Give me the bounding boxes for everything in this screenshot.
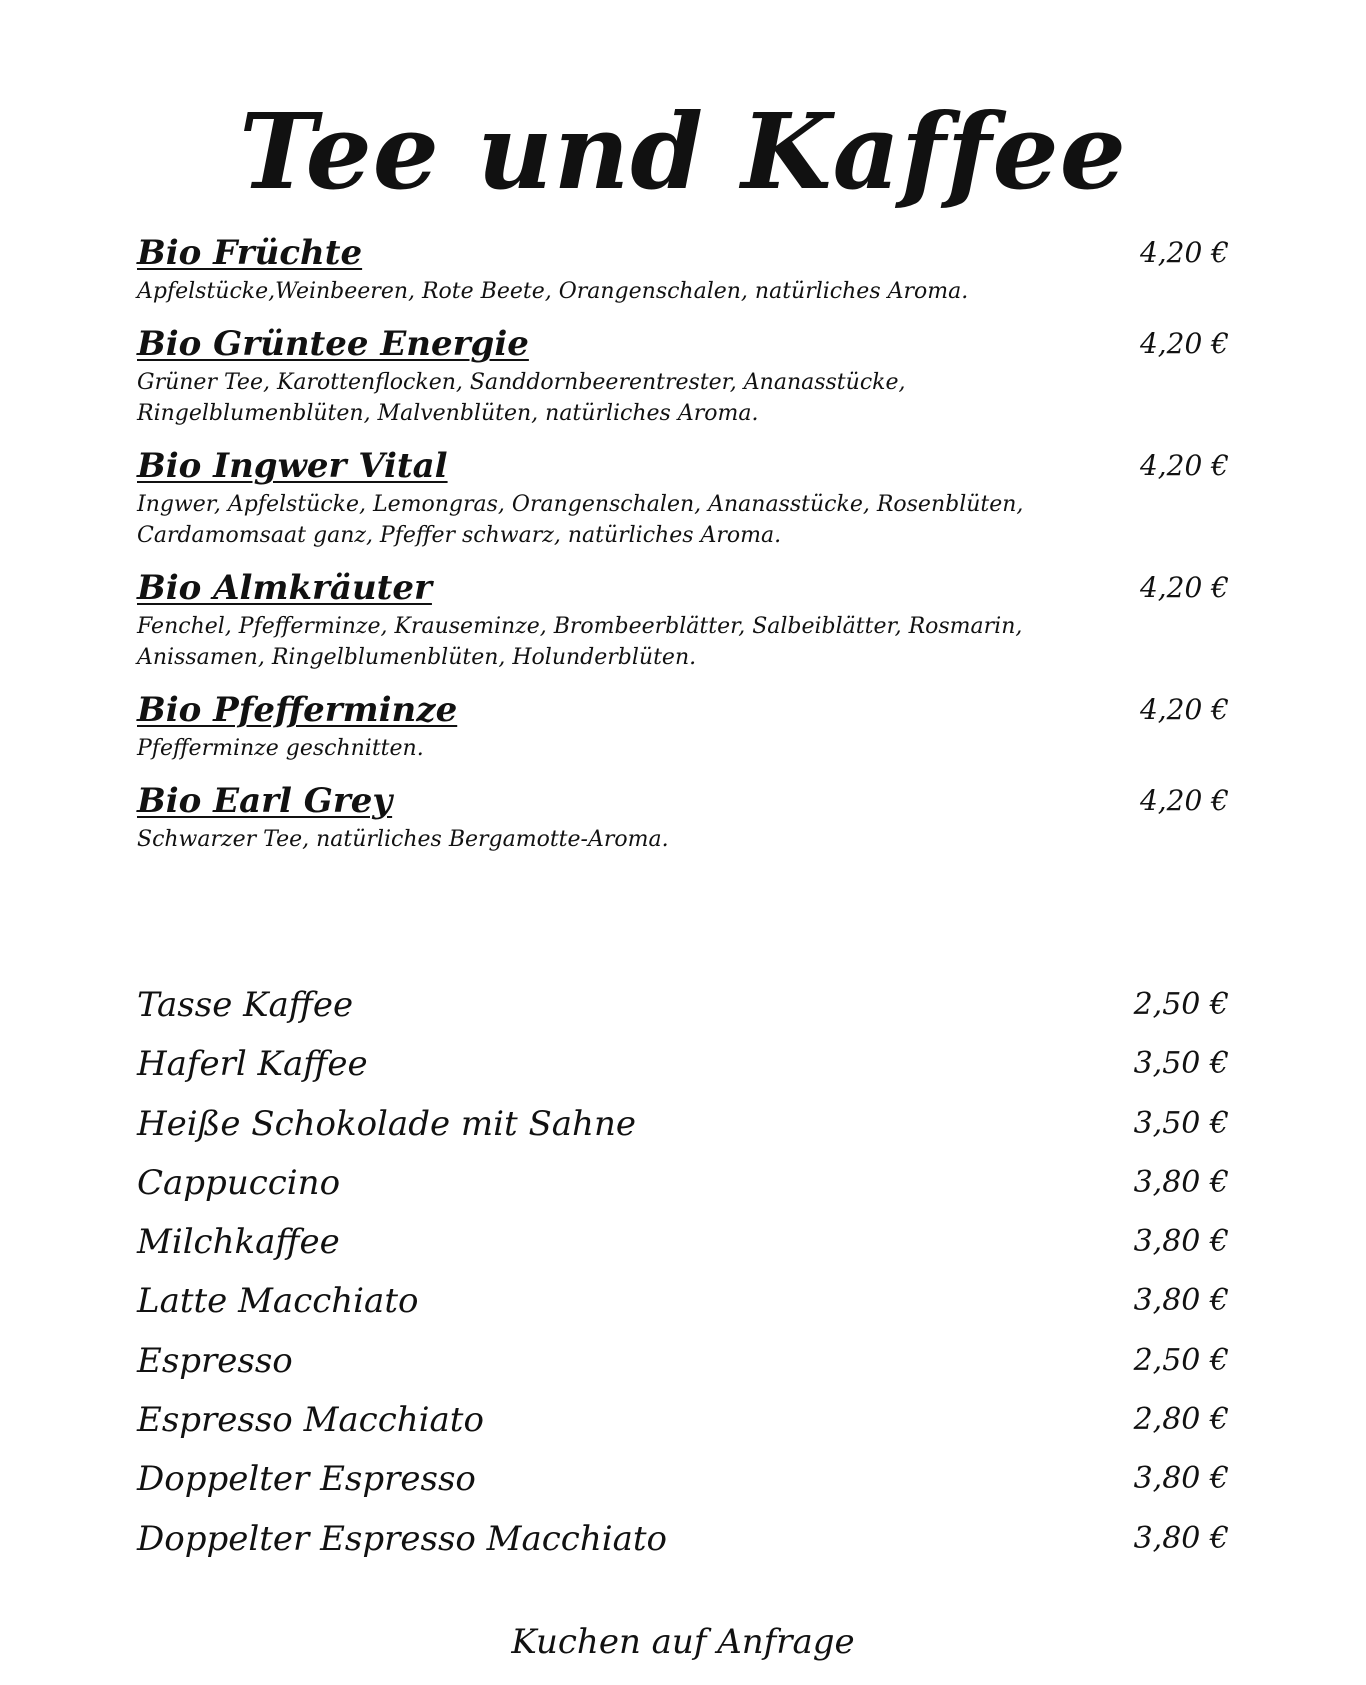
coffee-name: Cappuccino bbox=[137, 1162, 341, 1203]
tea-name: Bio Früchte bbox=[137, 233, 363, 273]
tea-item bbox=[137, 321, 1229, 429]
menu-title: Tee und Kaffee bbox=[239, 90, 1127, 213]
coffee-item bbox=[137, 1218, 1229, 1277]
coffee-item bbox=[137, 1455, 1229, 1514]
tea-name: Bio Earl Grey bbox=[137, 781, 393, 821]
coffee-price: 2,50 € bbox=[1133, 1342, 1229, 1378]
coffee-name: Milchkaffee bbox=[137, 1222, 340, 1263]
coffee-name: Doppelter Espresso Macchiato bbox=[137, 1518, 668, 1559]
coffee-price: 3,80 € bbox=[1133, 1520, 1229, 1556]
tea-name: Bio Pfefferminze bbox=[137, 690, 458, 730]
coffee-item bbox=[137, 981, 1229, 1040]
coffee-item bbox=[137, 1100, 1229, 1159]
coffee-price: 3,80 € bbox=[1133, 1283, 1229, 1319]
coffee-list bbox=[137, 981, 1229, 1574]
coffee-price: 3,80 € bbox=[1133, 1224, 1229, 1260]
coffee-price: 3,80 € bbox=[1133, 1164, 1229, 1200]
coffee-item bbox=[137, 1337, 1229, 1396]
tea-price: 4,20 € bbox=[1139, 449, 1229, 482]
tea-description: Grüner Tee, Karottenflocken, Sanddornbeerentrester, Ananasstücke, Ringelblumenblüten, Malvenblüten, natürliches Aroma. bbox=[137, 370, 906, 426]
tea-name: Bio Ingwer Vital bbox=[137, 446, 448, 486]
coffee-name: Latte Macchiato bbox=[137, 1281, 419, 1322]
tea-price: 4,20 € bbox=[1139, 693, 1229, 726]
coffee-item bbox=[137, 1396, 1229, 1455]
tea-price: 4,20 € bbox=[1139, 784, 1229, 817]
coffee-name: Tasse Kaffee bbox=[137, 985, 354, 1025]
tea-item bbox=[137, 778, 1229, 855]
tea-description: Apfelstücke,Weinbeeren, Rote Beete, Orangenschalen, natürliches Aroma. bbox=[137, 279, 969, 304]
tea-price: 4,20 € bbox=[1139, 236, 1229, 269]
coffee-name: Espresso bbox=[137, 1340, 293, 1381]
coffee-price: 2,80 € bbox=[1133, 1402, 1229, 1438]
coffee-item bbox=[137, 1515, 1229, 1574]
tea-item bbox=[137, 443, 1229, 551]
coffee-name: Espresso Macchiato bbox=[137, 1400, 484, 1441]
coffee-name: Doppelter Espresso bbox=[137, 1459, 476, 1500]
tea-description: Ingwer, Apfelstücke, Lemongras, Orangenschalen, Ananasstücke, Rosenblüten, Cardamomsaat ganz, Pfeffer schwarz, natürliches Aroma. bbox=[137, 492, 1024, 548]
tea-price: 4,20 € bbox=[1139, 571, 1229, 604]
tea-name: Bio Grüntee Energie bbox=[137, 324, 529, 364]
tea-item bbox=[137, 230, 1229, 307]
tea-price: 4,20 € bbox=[1139, 327, 1229, 360]
tea-description: Schwarzer Tee, natürliches Bergamotte-Aroma. bbox=[137, 827, 669, 852]
tea-name: Bio Almkräuter bbox=[137, 568, 432, 608]
coffee-item bbox=[137, 1159, 1229, 1218]
coffee-item bbox=[137, 1277, 1229, 1336]
coffee-price: 3,50 € bbox=[1133, 1105, 1229, 1141]
coffee-price: 3,80 € bbox=[1133, 1461, 1229, 1497]
coffee-name: Haferl Kaffee bbox=[137, 1044, 368, 1085]
tea-description: Pfefferminze geschnitten. bbox=[137, 736, 424, 761]
coffee-name: Heiße Schokolade mit Sahne bbox=[137, 1103, 636, 1144]
footer-note: Kuchen auf Anfrage bbox=[511, 1622, 855, 1662]
tea-list bbox=[137, 230, 1229, 869]
tea-item bbox=[137, 565, 1229, 673]
tea-description: Fenchel, Pfefferminze, Krauseminze, Brombeerblätter, Salbeiblätter, Rosmarin, Anissamen, Ringelblumenblüten, Holunderblüten. bbox=[137, 614, 1023, 670]
tea-item bbox=[137, 687, 1229, 764]
coffee-price: 2,50 € bbox=[1133, 987, 1229, 1022]
coffee-price: 3,50 € bbox=[1133, 1046, 1229, 1082]
coffee-item bbox=[137, 1040, 1229, 1099]
